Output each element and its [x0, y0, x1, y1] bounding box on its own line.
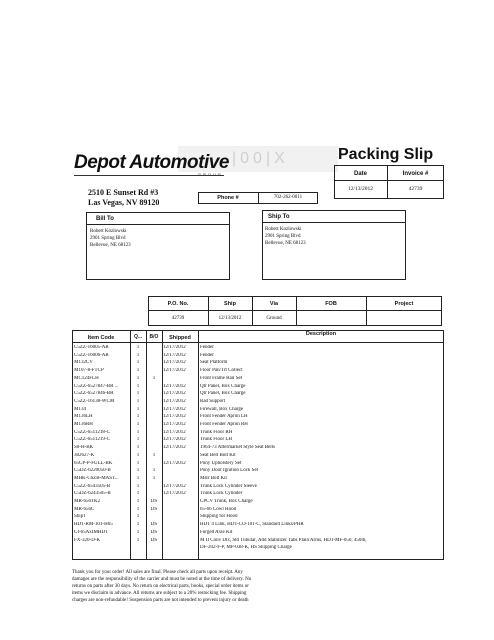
- item-code-cell: FX-320-D-K: [74, 537, 101, 543]
- footer-line: Thank you for your order! All sales are final. Please check all parts upon receipt. Any: [72, 570, 243, 575]
- item-code-cell: C5ZZ-6527846-BR: [74, 391, 114, 397]
- page-title: Packing Slip: [338, 146, 434, 163]
- description-cell: Pony Upholstery Set: [200, 460, 242, 466]
- qty-cell: 1: [136, 368, 140, 374]
- qty-cell: 1: [136, 429, 140, 435]
- qty-cell: 1: [136, 468, 140, 474]
- qty-cell: 1: [136, 445, 140, 451]
- shipped-cell: 12/17/2012: [163, 368, 186, 374]
- shipped-cell: 12/17/2012: [163, 414, 186, 420]
- qty-cell: 1: [136, 452, 140, 458]
- description-cell: Seat Platform: [200, 360, 228, 366]
- qty-cell: 1: [136, 391, 140, 397]
- company-address-line1: 2510 E Sunset Rd #3: [88, 188, 159, 197]
- order-header-ship: Ship: [224, 301, 236, 307]
- item-code-cell: C5ZZ-6511219-C: [74, 437, 110, 443]
- shipped-cell: 12/17/2012: [163, 391, 186, 397]
- order-header-project: Project: [394, 301, 414, 307]
- description-cell: Mstr Bolt Kit: [200, 475, 227, 481]
- item-code-cell: C5ZZ-6527847-BR ...: [74, 383, 119, 389]
- description-cell: CPCV Trunk, Box Charge: [200, 499, 253, 504]
- order-header-via: Via: [269, 301, 279, 307]
- footer-line: returns on parts after 30 days. No return on electrical parts, books, special order items or: [72, 584, 249, 589]
- items-header-shipped: Shipped: [169, 335, 191, 341]
- qty-cell: 1: [136, 422, 140, 427]
- order-header-fob: FOB: [325, 301, 337, 307]
- qty-cell: 1: [136, 352, 140, 358]
- item-code-cell: C5ZZ-16005-AR: [74, 345, 109, 350]
- phone-label: Phone #: [217, 195, 239, 201]
- qty-cell: 1: [136, 514, 140, 520]
- description-cell: Firewall, Box Charge: [200, 406, 244, 412]
- qty-cell: 1: [136, 437, 140, 443]
- description-cell: 1964-73 Aftermarket Style Seat Belts: [200, 445, 275, 451]
- item-code-cell: M136RH: [74, 422, 93, 427]
- bill-to-line: Bellevue, NE 68123: [90, 243, 131, 248]
- order-header-po: P.O. No.: [167, 301, 189, 307]
- ship-to-line: Bellevue, NE 68123: [265, 241, 306, 246]
- qty-cell: 1: [136, 383, 140, 389]
- shipped-cell: 12/17/2012: [163, 345, 186, 350]
- shipped-cell: 12/17/2012: [163, 429, 186, 435]
- qty-cell: 1: [136, 499, 140, 504]
- qty-cell: 1: [136, 398, 140, 404]
- shipped-cell: 12/17/2012: [163, 460, 186, 466]
- item-code-cell: C5DZ-6243505-B: [74, 491, 111, 497]
- item-code-cell: M136LH: [74, 414, 93, 420]
- item-code-cell: M132CV: [74, 360, 93, 366]
- ship-to-line: 2901 Spring Blvd: [265, 234, 301, 239]
- item-code-cell: MC124FLH: [74, 375, 99, 381]
- item-code-cell: CI-65AxIMHDT: [74, 529, 109, 535]
- shipped-cell: 12/17/2012: [163, 491, 186, 497]
- item-code-cell: HDT-RM-101-H65: [74, 522, 113, 528]
- shipped-cell: 12/17/2012: [163, 360, 186, 366]
- item-code-cell: MR-656TK2: [74, 499, 101, 504]
- description-cell: Trunk Lock Cylinder Sleeve: [200, 483, 257, 489]
- description-cell: M II Conv Dlx, Std Tubular, Add Stabilizer Tabs Plain Arms, HDT-MF-050, 450lb,: [200, 537, 367, 543]
- date-label: Date: [353, 171, 367, 177]
- bill-to-line: 2901 Spring Blvd: [90, 236, 126, 241]
- footer-line: charges are non-refundable! Suspension parts are not intended to prevent injury or death: [72, 598, 249, 603]
- qty-cell: 1: [136, 529, 140, 535]
- bill-to-label: Bill To: [96, 216, 114, 222]
- qty-cell: 1: [136, 522, 140, 528]
- item-code-cell: M134: [74, 406, 86, 412]
- order-value-ship: 12/13/2012: [218, 316, 242, 321]
- description-cell: Front Fender Apron RH: [200, 422, 248, 427]
- bo-cell: DS: [150, 529, 158, 535]
- items-header-qty: Q...: [133, 334, 143, 340]
- shipped-cell: 12/17/2012: [163, 445, 186, 451]
- item-code-cell: C5DZ-6220050-B: [74, 468, 111, 474]
- item-code-cell: C5ZZ-6543505-B: [74, 483, 111, 489]
- qty-cell: 1: [136, 483, 140, 489]
- qty-cell: 1: [136, 506, 140, 512]
- description-cell: 65-66 Cowl Hood: [200, 506, 237, 512]
- description-cell: Qtr Panel, Box Charge: [200, 391, 246, 397]
- watermark-text: |00|X: [232, 150, 289, 167]
- item-code-cell: C5ZZ-6511218-C: [74, 429, 110, 435]
- bo-cell: 1: [152, 375, 156, 381]
- qty-cell: 1: [136, 345, 140, 350]
- bill-to-line: Robert Kozlowski: [90, 229, 127, 234]
- shipped-cell: 12/17/2012: [163, 398, 186, 404]
- date-value: 12/13/2012: [347, 186, 374, 192]
- qty-cell: 1: [136, 375, 140, 381]
- qty-cell: 1: [136, 475, 140, 481]
- order-value-po: 42739: [171, 316, 185, 321]
- item-code-cell: Ship1: [74, 514, 86, 520]
- qty-cell: 1: [136, 460, 140, 466]
- qty-cell: 1: [136, 537, 140, 543]
- ship-to-line: Robert Kozlowski: [265, 227, 302, 232]
- shipped-cell: 12/17/2012: [163, 483, 186, 489]
- bo-cell: DS: [150, 499, 158, 504]
- invoice-value: 42739: [408, 186, 423, 192]
- item-code-cell: C5ZZ-16006-AR: [74, 352, 109, 358]
- description-cell: Trunk Lock Cylinder: [200, 491, 243, 497]
- item-code-cell: MHK-C6ZB-MAST...: [74, 475, 119, 481]
- qty-cell: 1: [136, 360, 140, 366]
- item-code-cell: M107-8-FTCP: [74, 368, 104, 374]
- footer-line: damages are the responsibility of the carrier and must be noted at the time of delivery. No: [72, 577, 252, 582]
- shipped-cell: 12/17/2012: [163, 406, 186, 412]
- description-cell: Trunk Floor RH: [200, 429, 233, 435]
- company-address-line2: Las Vegas, NV 89120: [88, 198, 160, 207]
- description-cell: Qtr Panel, Box Charge: [200, 383, 246, 389]
- description-cell: Forged Axle Kit: [200, 529, 233, 535]
- item-code-cell: MR-656C: [74, 506, 95, 512]
- item-code-cell: 65CP-P-FULL-BK: [74, 460, 113, 466]
- company-logo: Depot Automotive: [74, 152, 229, 173]
- shipped-cell: 12/17/2012: [163, 422, 186, 427]
- description-cell: Floor Pan/Trt Collect: [200, 368, 243, 374]
- description-cell: HDT 4 Link, HDT-CO-101-C, Standard Links/PHR: [200, 522, 304, 528]
- description-cell: Shipping for Hood: [200, 514, 238, 520]
- qty-cell: 1: [136, 414, 140, 420]
- bo-cell: DS: [150, 506, 158, 512]
- bo-cell: DS: [150, 522, 158, 528]
- description-cell: Seat Belt Bolt Kit: [200, 452, 236, 458]
- bo-cell: DS: [150, 537, 158, 543]
- items-header-description: Description: [305, 331, 337, 337]
- footer-terms: [72, 570, 251, 605]
- description-cell: Rad Support: [200, 398, 226, 404]
- qty-cell: 1: [136, 491, 140, 497]
- description-cell: Fender: [200, 352, 214, 358]
- description-cell: Trunk Floor LH: [200, 437, 233, 443]
- shipped-cell: 12/17/2012: [163, 383, 186, 389]
- order-value-via: Ground: [266, 316, 282, 321]
- item-code-cell: C5ZZ-16138-WCM: [74, 398, 115, 404]
- item-code-cell: 382627-K: [74, 452, 95, 458]
- bo-cell: 1: [152, 452, 156, 458]
- item-code-cell: S0-H-BK: [74, 445, 94, 451]
- company-logo-sub: GROUP: [198, 172, 223, 177]
- invoice-label: Invoice #: [402, 171, 429, 177]
- shipped-cell: 12/17/2012: [163, 352, 186, 358]
- phone-value: 702-262-0011: [273, 195, 303, 200]
- description-cell: Front Fender Apron LH: [200, 414, 248, 420]
- logo-rule: [74, 175, 224, 176]
- qty-cell: 1: [136, 406, 140, 412]
- description-cell: Pony Door Ignition Lock Set: [200, 468, 259, 474]
- items-header-bo: B/O: [149, 334, 159, 340]
- bo-cell: 1: [152, 468, 156, 474]
- description-cell: Front Frame Rail Set: [200, 375, 243, 381]
- items-header-item-code: Item Code: [87, 335, 115, 341]
- shipped-cell: 12/17/2012: [163, 437, 186, 443]
- bo-cell: 1: [152, 475, 156, 481]
- ship-to-label: Ship To: [268, 214, 290, 220]
- footer-line: items we disclaim in advance. All returns are subject to a 20% restocking fee. Shipping: [72, 591, 247, 596]
- description-cell: Fender: [200, 345, 214, 350]
- description-cell: DF-202-F-P, MP-038-K, HS Shipping Charge: [200, 545, 292, 551]
